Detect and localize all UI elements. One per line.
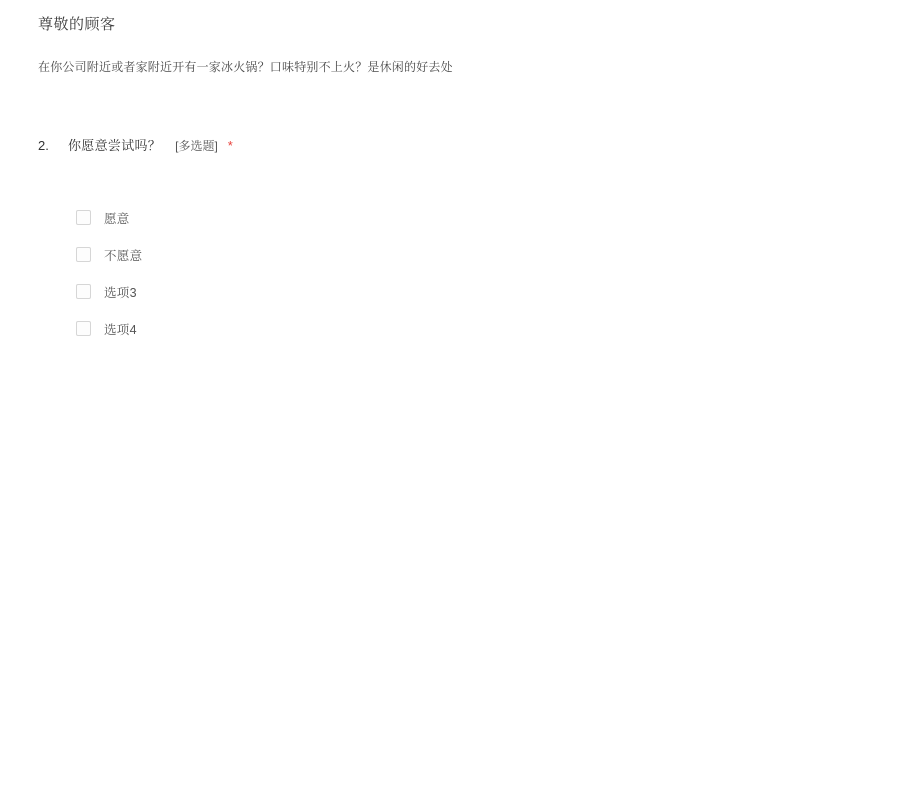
option-label: 愿意 bbox=[104, 211, 130, 226]
option-label: 选项3 bbox=[104, 285, 137, 300]
question-index: 2. bbox=[38, 138, 49, 153]
checkbox-icon[interactable] bbox=[76, 210, 91, 225]
option-label: 选项4 bbox=[104, 322, 137, 337]
option-label: 不愿意 bbox=[104, 248, 143, 263]
checkbox-icon[interactable] bbox=[76, 284, 91, 299]
question-title: 你愿意尝试吗？ bbox=[68, 138, 162, 153]
list-item[interactable] bbox=[76, 236, 858, 273]
question-header bbox=[38, 136, 858, 156]
option-list bbox=[38, 199, 858, 347]
checkbox-icon[interactable] bbox=[76, 247, 91, 262]
checkbox-icon[interactable] bbox=[76, 321, 91, 336]
list-item[interactable] bbox=[76, 199, 858, 236]
page-title: 尊敬的顾客 bbox=[38, 16, 116, 33]
list-item[interactable] bbox=[76, 273, 858, 310]
required-marker: * bbox=[227, 138, 233, 153]
survey-description: 在你公司附近或者家附近开有一家冰火锅？口味特别不上火？是休闲的好去处 bbox=[38, 60, 453, 74]
list-item[interactable] bbox=[76, 310, 858, 347]
question-block bbox=[38, 136, 858, 347]
question-type-label: [多选题] bbox=[175, 139, 218, 153]
